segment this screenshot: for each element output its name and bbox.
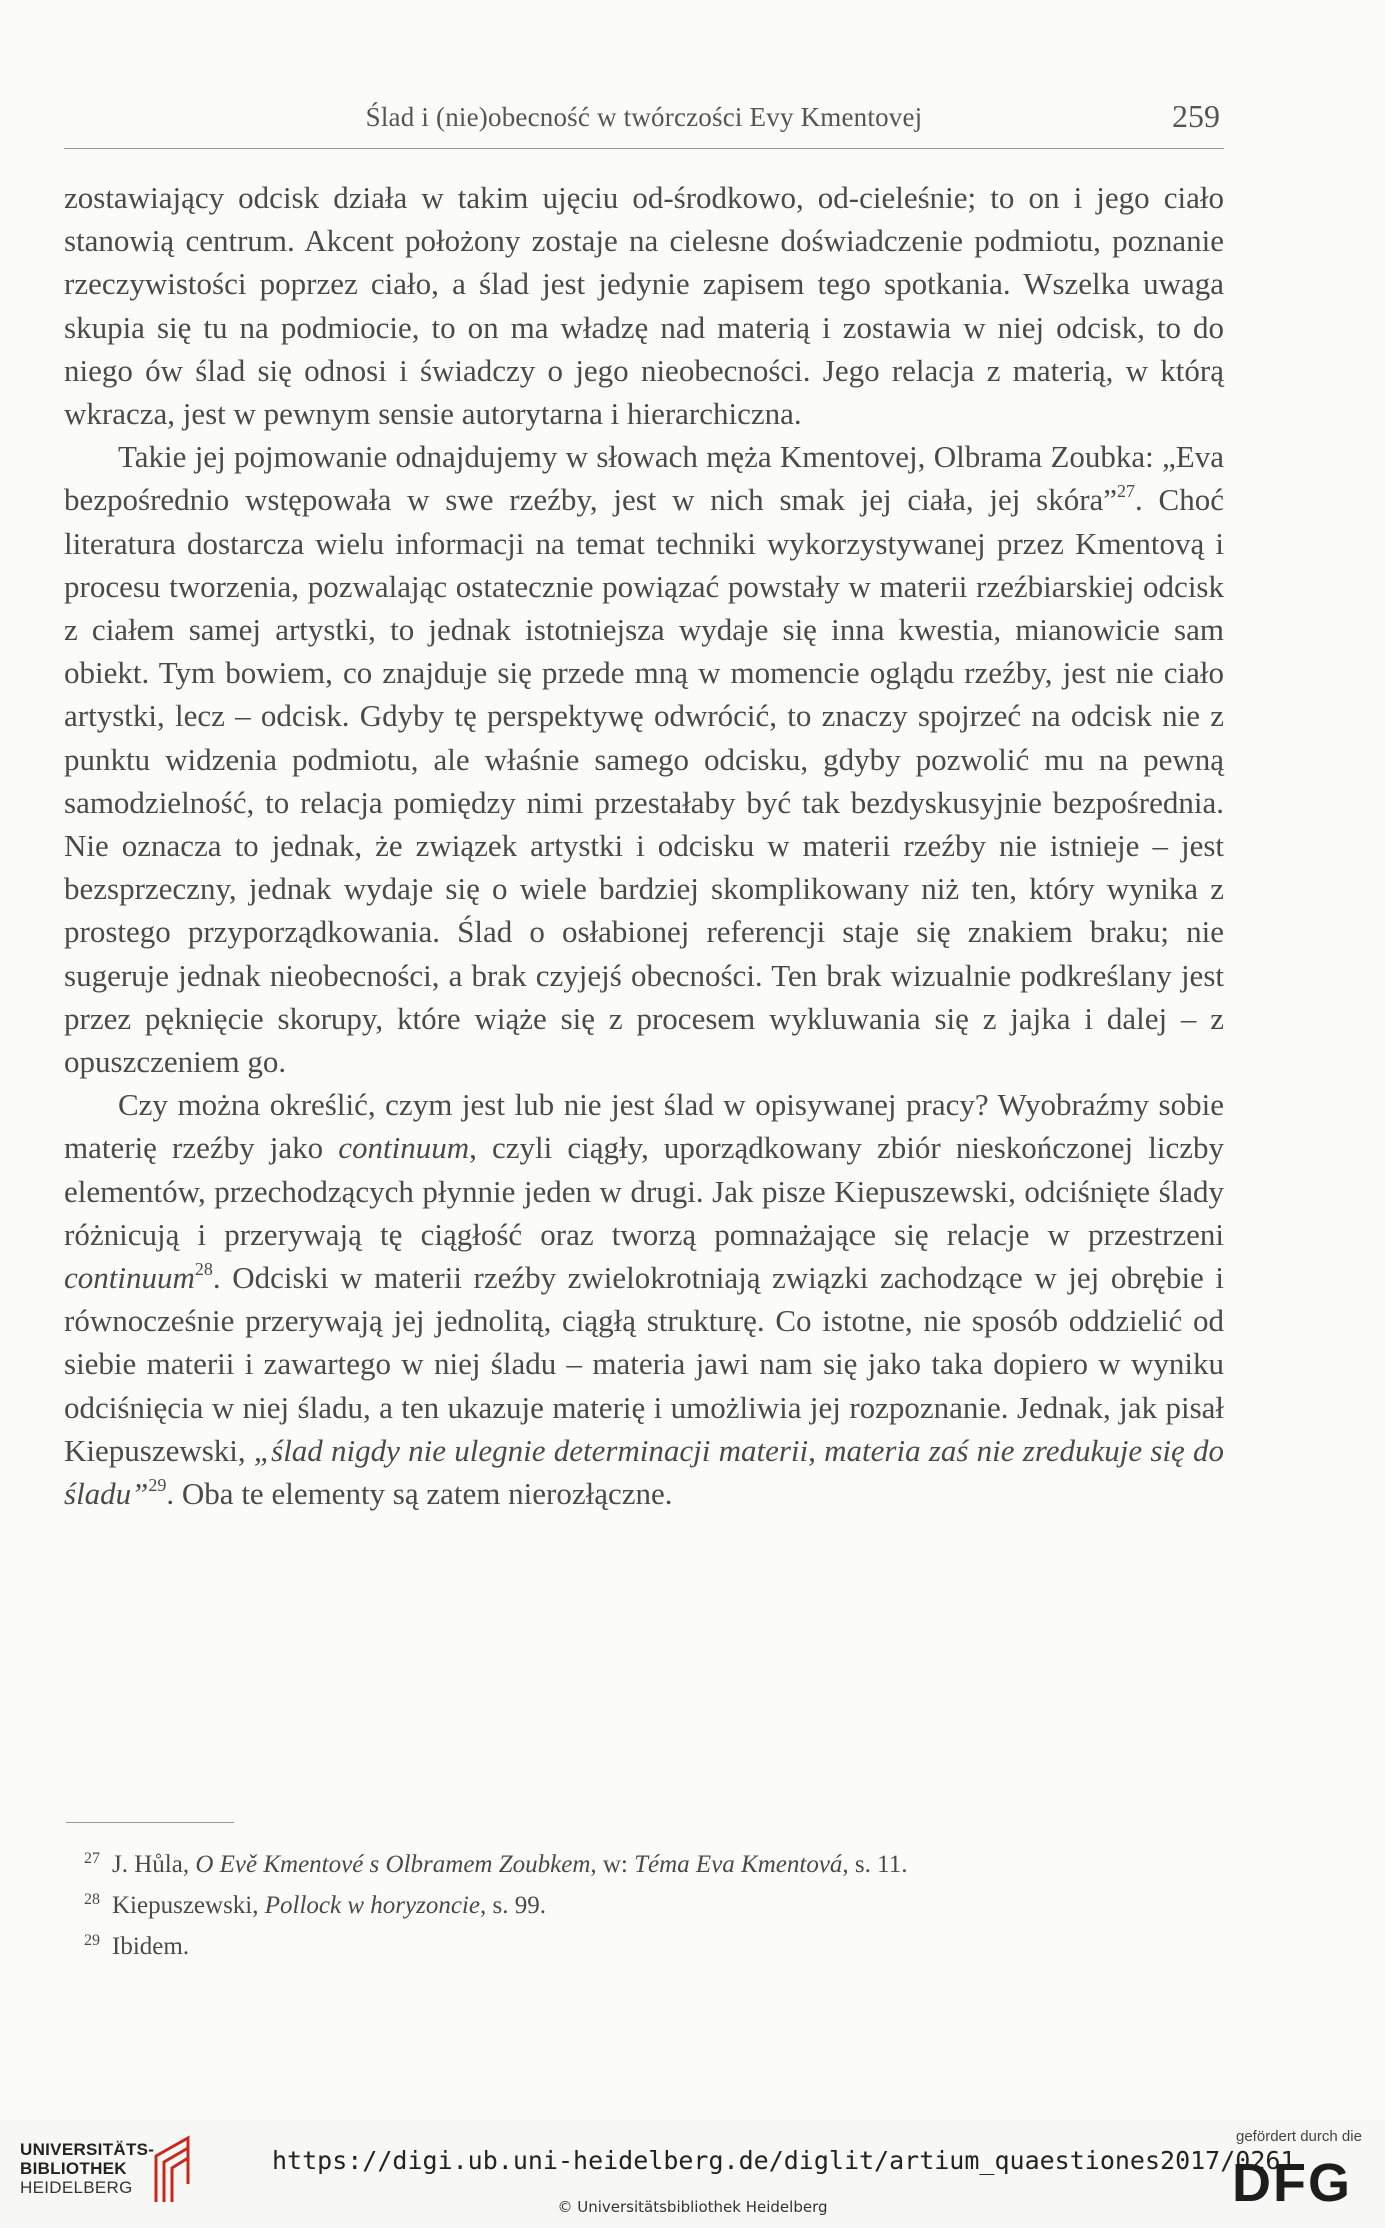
footnote-reference: 27 (1117, 481, 1136, 502)
text-run: Czy można określić, czym jest lub nie jest ślad w opisywanej pracy? Wyobraźmy sobie materię rzeźby jako (64, 1087, 1224, 1166)
text-run: , s. 99. (479, 1892, 546, 1919)
text-run: . Oba te elementy są zatem nierozłączne. (166, 1476, 673, 1512)
dfg-logo-icon: DFG (1232, 2153, 1352, 2213)
footnote-reference: 29 (148, 1475, 167, 1496)
italic-text: Téma Eva Kmentová (634, 1851, 843, 1878)
running-title: Ślad i (nie)obecność w twórczości Evy Kmentovej (365, 102, 923, 132)
text-run: , w: (590, 1851, 635, 1878)
digitization-footer (0, 2120, 1385, 2228)
library-name-line1: UNIVERSITÄTS- (20, 2140, 155, 2159)
text-run: Ibidem. (112, 1933, 190, 1960)
footnote (84, 1844, 1222, 1885)
text-run: , czyli ciągły, uporządkowany zbiór nieskończonej liczby elementów, przechodzących płynnie jeden w drugi. Jak pisze Kiepuszewski, odciśnięte ślady różnicują i przerywają tę ciągłość oraz tworzą pomnażające się relacje w przestrzeni (64, 1130, 1225, 1252)
page-number: 259 (1172, 98, 1220, 134)
footnote (84, 1926, 1222, 1967)
paragraph (64, 176, 1224, 435)
footnotes (84, 1844, 1222, 1967)
footnote (84, 1885, 1222, 1926)
copyright-notice: © Universitätsbibliothek Heidelberg (557, 2198, 828, 2216)
library-name (20, 2140, 154, 2197)
library-name-line3: HEIDELBERG (20, 2178, 133, 2197)
footnote-reference: 28 (194, 1259, 213, 1280)
italic-text: Pollock w horyzoncie (264, 1892, 480, 1919)
funder-caption: gefördert durch die (1236, 2128, 1362, 2145)
footnote-separator (66, 1822, 234, 1823)
text-run: , s. 11. (842, 1851, 908, 1878)
text-run: Takie jej pojmowanie odnajdujemy w słowach męża Kmentovej, Olbrama Zoubka: „Eva bezpośrednio wstępowała w swe rzeźby, jest w nich smak jej ciała, jej skóra” (64, 439, 1224, 518)
footnote-number: 29 (84, 1932, 100, 1949)
footnote-number: 28 (84, 1891, 100, 1908)
library-logo-icon (148, 2134, 196, 2204)
italic-text: continuum (64, 1260, 195, 1296)
main-text (64, 176, 1224, 1515)
running-header (64, 100, 1224, 149)
footnote-number: 27 (84, 1850, 100, 1867)
italic-text: „ślad nigdy nie ulegnie determinacji materii, materia zaś nie zredukuje się do śladu” (64, 1432, 1225, 1512)
paragraph (64, 1083, 1224, 1515)
library-name-line2: BIBLIOTHEK (20, 2159, 127, 2178)
text-run: J. Hůla, (112, 1851, 196, 1878)
text-run: . Odciski w materii rzeźby zwielokrotniają związki zachodzące w jej obrębie i równocześnie przerywają jej jednolitą, ciągłą strukturę. Co istotne, nie sposób oddzielić od siebie materii i zawartego w niej śladu – materia jawi nam się jako taka dopiero w wyniku odciśnięcia w niej śladu, a ten ukazuje materię i umożliwia jej rozpoznanie. Jednak, jak pisał Kiepuszewski, (64, 1260, 1224, 1468)
text-run: Kiepuszewski, (112, 1892, 265, 1919)
italic-text: continuum (338, 1130, 470, 1166)
italic-text: O Evě Kmentové s Olbramem Zoubkem (195, 1851, 591, 1878)
paragraph (64, 435, 1224, 1083)
text-run: . Choć literatura dostarcza wielu informacji na temat techniki wykorzystywanej przez Kmentovą i procesu tworzenia, pozwalając ostatecznie powiązać powstały w materii rzeźbiarskiej odcisk z ciałem samej artystki, to jednak istotniejsza wydaje się inna kwestia, mianowicie sam obiekt. Tym bowiem, co znajduje się przede mną w momencie oglądu rzeźby, jest nie ciało artystki, lecz – odcisk. Gdyby tę perspektywę odwrócić, to znaczy spojrzeć na odcisk nie z punktu widzenia podmiotu, ale właśnie samego odcisku, gdyby pozwolić mu na pewną samodzielność, to relacja pomiędzy nimi przestałaby być tak bezdyskusyjnie bezpośrednia. Nie oznacza to jednak, że związek artystki i odcisku w materii rzeźby nie istnieje – jest bezsprzeczny, jednak wydaje się o wiele bardziej skomplikowany niż ten, który wynika z prostego przyporządkowania. Ślad o osłabionej referencji staje się znakiem braku; nie sugeruje jednak nieobecności, a brak czyjejś obecności. Ten brak wizualnie podkreślany jest przez pęknięcie skorupy, które wiąże się z procesem wykluwania się z jajka i dalej – z opuszczeniem go. (64, 482, 1224, 1080)
text-run: zostawiający odcisk działa w takim ujęciu od-środkowo, od-cieleśnie; to on i jego ciało stanowią centrum. Akcent położony zostaje na cielesne doświadczenie podmiotu, poznanie rzeczywistości poprzez ciało, a ślad jest jedynie zapisem tego spotkania. Wszelka uwaga skupia się tu na podmiocie, to on ma władzę nad materią i zostawia w niej odcisk, to do niego ów ślad się odnosi i świadczy o jego nieobecności. Jego relacja z materią, w którą wkracza, jest w pewnym sensie autorytarna i hierarchiczna. (64, 180, 1224, 432)
source-url-link[interactable]: https://digi.ub.uni-heidelberg.de/diglit/artium_quaestiones2017/0261 (272, 2146, 1296, 2175)
